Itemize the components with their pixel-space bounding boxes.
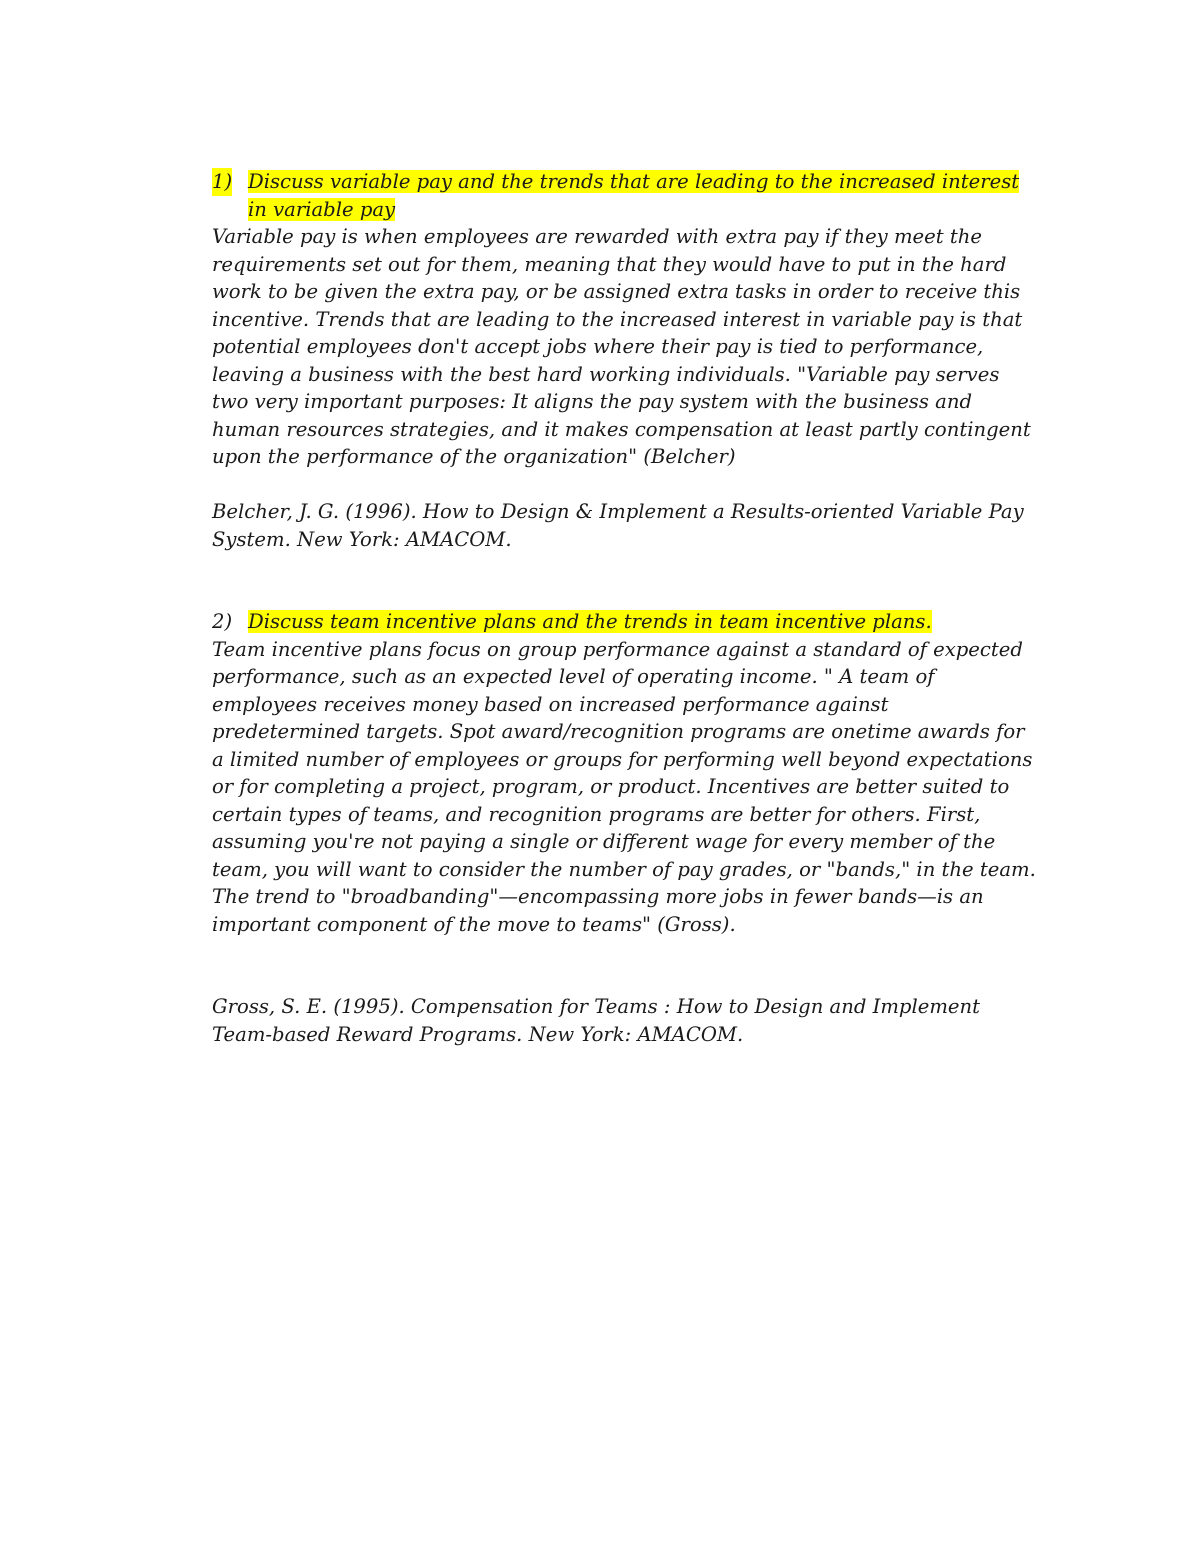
question-2-heading xyxy=(212,608,1042,636)
question-2-answer: Team incentive plans focus on group performance against a standard of expected performance, such as an expected level of operating income. " A team of employees receives money based on increased performance against predetermined targets. Spot award/recognition programs are onetime awards for a limited number of employees or groups for performing well beyond expectations or for completing a project, program, or product. Incentives are better suited to certain types of teams, and recognition programs are better for others. First, assuming you're not paying a single or different wage for every member of the team, you will want to consider the number of pay grades, or "bands," in the team. The trend to "broadbanding"—encompassing more jobs in fewer bands—is an important component of the move to teams" (Gross). xyxy=(212,637,1036,936)
document-page xyxy=(212,168,1042,1048)
question-2-text: Discuss team incentive plans and the trends in team incentive plans. xyxy=(248,610,932,633)
question-2-citation: Gross, S. E. (1995). Compensation for Teams : How to Design and Implement Team-based Reward Programs. New York: AMACOM. xyxy=(212,995,981,1046)
question-2-number: 2) xyxy=(212,610,233,633)
question-1-heading xyxy=(212,168,1042,223)
question-1-citation: Belcher, J. G. (1996). How to Design & Implement a Results-oriented Variable Pay System. New York: AMACOM. xyxy=(212,500,1024,551)
question-1-number: 1) xyxy=(212,168,232,196)
question-1-text: Discuss variable pay and the trends that are leading to the increased interest in variable pay xyxy=(248,170,1020,221)
question-1-answer: Variable pay is when employees are rewarded with extra pay if they meet the requirements set out for them, meaning that they would have to put in the hard work to be given the extra pay, or be assigned extra tasks in order to receive this incentive. Trends that are leading to the increased interest in variable pay is that potential employees don't accept jobs where their pay is tied to performance, leaving a business with the best hard working individuals. "Variable pay serves two very important purposes: It aligns the pay system with the business and human resources strategies, and it makes compensation at least partly contingent upon the performance of the organization" (Belcher) xyxy=(212,225,1031,468)
